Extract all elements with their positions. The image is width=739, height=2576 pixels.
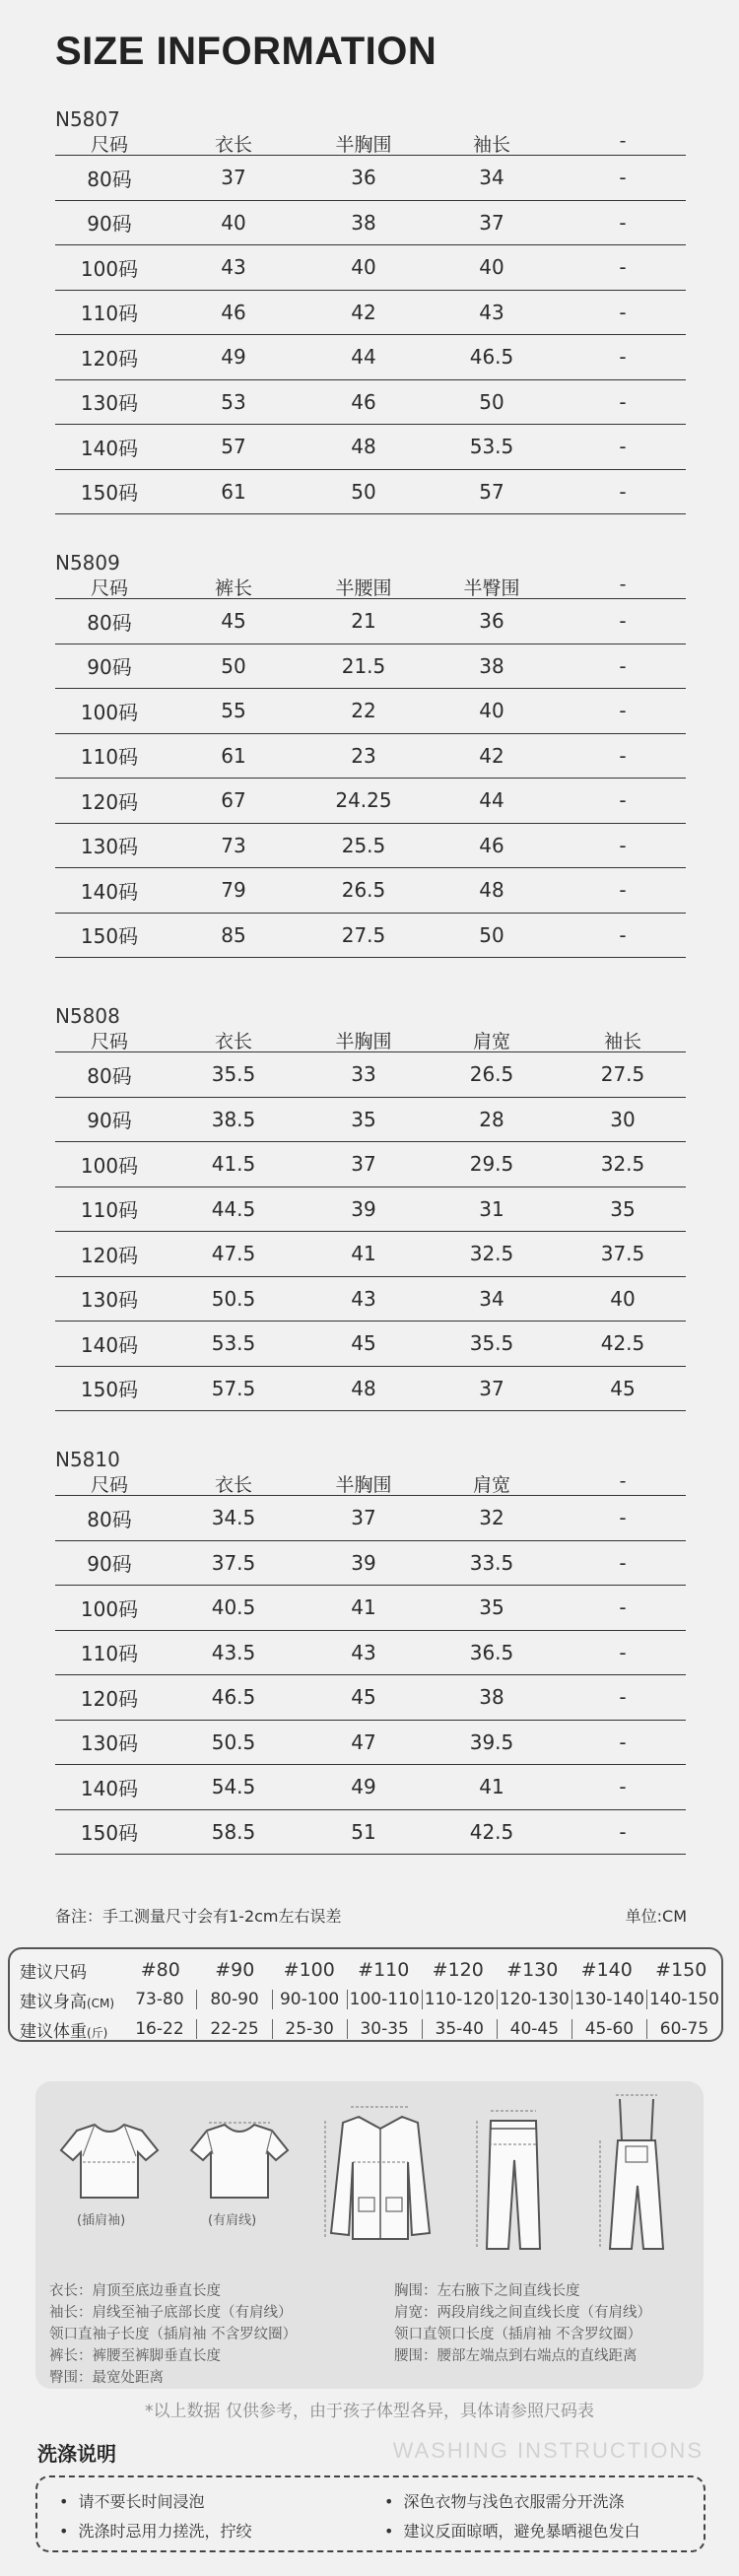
value-cell: 39 — [351, 1550, 376, 1575]
value-cell: 43 — [351, 1286, 376, 1311]
value-cell: 35.5 — [211, 1062, 256, 1087]
value-cell: - — [619, 389, 627, 414]
value-cell: - — [619, 609, 627, 634]
washing-instructions-box — [35, 2475, 705, 2552]
value-cell: 85 — [221, 922, 246, 947]
value-cell: 54.5 — [211, 1775, 256, 1799]
value-cell: 73 — [221, 833, 246, 857]
value-cell: 57 — [479, 479, 504, 504]
size-cell: 100码 — [80, 256, 139, 281]
value-cell: 50.5 — [211, 1729, 256, 1754]
value-cell: 37.5 — [600, 1242, 645, 1266]
header-cell: 尺码 — [90, 1474, 128, 1496]
size-cell: 110码 — [80, 1198, 139, 1223]
ref-height: 100-110 — [347, 1990, 422, 2009]
value-cell: 40 — [479, 255, 504, 280]
ref-weight: 45-60 — [571, 2019, 646, 2039]
ref-weight: 22-25 — [196, 2019, 271, 2039]
size-cell: 90码 — [87, 1552, 132, 1577]
value-cell: 45 — [610, 1376, 636, 1400]
washing-item: • 深色衣物与浅色衣服需分开洗涤 — [384, 2489, 624, 2512]
value-cell: 37 — [351, 1506, 376, 1530]
table-row — [55, 914, 686, 959]
size-cell: 150码 — [80, 481, 139, 506]
value-cell: - — [619, 788, 627, 813]
table-row — [55, 734, 686, 780]
value-cell: 42 — [351, 300, 376, 324]
value-cell: 41 — [351, 1242, 376, 1266]
ref-weight-label-text: 建议体重 — [20, 2021, 87, 2042]
value-cell: 55 — [221, 699, 246, 723]
ref-weight-label — [10, 2017, 122, 2042]
ref-height: 73-80 — [135, 1990, 184, 2009]
size-cell: 150码 — [80, 924, 139, 949]
value-cell: - — [619, 1595, 627, 1620]
value-cell: 49 — [351, 1775, 376, 1799]
size-cell: 130码 — [80, 391, 139, 416]
table-row — [55, 689, 686, 734]
size-cell: 80码 — [87, 1507, 132, 1531]
ref-size: #130 — [506, 1959, 559, 1981]
table-row — [55, 1810, 686, 1856]
value-cell: - — [619, 743, 627, 768]
size-cell: 140码 — [80, 436, 139, 460]
header-cell: 尺码 — [90, 134, 128, 156]
table-header — [55, 1470, 686, 1496]
table-row — [55, 1675, 686, 1721]
unit-label: 单位:CM — [625, 1907, 687, 1926]
raglan-caption: (插肩袖) — [77, 2213, 126, 2228]
size-cell: 140码 — [80, 1776, 139, 1800]
raglan-tshirt-icon — [55, 2117, 164, 2205]
value-cell: 41 — [351, 1595, 376, 1620]
washing-item: • 洗涤时忌用力搓洗，拧绞 — [59, 2519, 251, 2542]
value-cell: 57.5 — [211, 1376, 256, 1400]
value-cell: 36 — [351, 166, 376, 190]
value-cell: - — [619, 922, 627, 947]
value-cell: 21.5 — [341, 653, 386, 678]
value-cell: 61 — [221, 479, 246, 504]
ref-size: #110 — [358, 1959, 410, 1981]
table-row — [55, 425, 686, 470]
value-cell: 41.5 — [211, 1152, 256, 1177]
value-cell: 61 — [221, 743, 246, 768]
definitions-left — [49, 2280, 297, 2389]
table-row — [55, 779, 686, 824]
value-cell: 57 — [221, 435, 246, 459]
disclaimer-text: *以上数据 仅供参考，由于孩子体型各异，具体请参照尺码表 — [145, 2402, 594, 2421]
ref-weight: 35-40 — [422, 2019, 497, 2039]
value-cell: 32 — [479, 1506, 504, 1530]
size-cell: 130码 — [80, 1288, 139, 1313]
definition: 裤长：裤腰至裤脚垂直长度 — [49, 2348, 221, 2364]
table-header — [55, 130, 686, 156]
table-row — [55, 644, 686, 690]
header-cell: - — [619, 574, 627, 595]
overalls-icon — [592, 2091, 681, 2259]
shoulder-tshirt-icon — [185, 2117, 294, 2205]
size-table-n5807 — [55, 108, 686, 514]
definitions-right — [394, 2280, 651, 2367]
value-cell: 46 — [351, 389, 376, 414]
size-table-n5809 — [55, 552, 686, 958]
value-cell: 30 — [610, 1107, 636, 1131]
value-cell: 23 — [351, 743, 376, 768]
ref-size: #140 — [580, 1959, 633, 1981]
ref-size: #90 — [215, 1959, 255, 1981]
size-cell: 120码 — [80, 1243, 139, 1267]
measurement-note: 备注：手工测量尺寸会有1-2cm左右误差 — [55, 1907, 342, 1926]
value-cell: 47.5 — [211, 1242, 256, 1266]
value-cell: 48 — [351, 435, 376, 459]
ref-size-row — [10, 1955, 721, 1985]
value-cell: 48 — [351, 1376, 376, 1400]
value-cell: 32.5 — [469, 1242, 514, 1266]
size-cell: 140码 — [80, 1332, 139, 1357]
header-cell: 半胸围 — [335, 1031, 392, 1052]
ref-weight: 30-35 — [347, 2019, 422, 2039]
table-header — [55, 1027, 686, 1052]
ref-height: 110-120 — [422, 1990, 497, 2009]
size-cell: 140码 — [80, 879, 139, 904]
jacket-icon — [321, 2103, 439, 2251]
table-row — [55, 1277, 686, 1322]
value-cell: 44 — [479, 788, 504, 813]
value-cell: - — [619, 345, 627, 370]
header-cell: 肩宽 — [472, 1031, 510, 1052]
size-cell: 100码 — [80, 1153, 139, 1178]
definition: 领口直袖子长度（插肩袖 不含罗纹圈） — [49, 2327, 298, 2342]
table-row — [55, 335, 686, 380]
value-cell: 34 — [479, 166, 504, 190]
value-cell: - — [619, 1819, 627, 1844]
definition: 肩宽：两段肩线之间直线长度（有肩线） — [394, 2305, 651, 2321]
table-row — [55, 1367, 686, 1412]
ref-height-row — [10, 1985, 721, 2014]
header-cell: 裤长 — [214, 577, 252, 599]
value-cell: 49 — [221, 345, 246, 370]
value-cell: 26.5 — [341, 878, 386, 903]
value-cell: - — [619, 479, 627, 504]
pants-icon — [469, 2101, 558, 2259]
value-cell: - — [619, 1685, 627, 1710]
definition: 臀围：最宽处距离 — [49, 2370, 164, 2386]
ref-weight: 40-45 — [497, 2019, 571, 2039]
size-cell: 90码 — [87, 212, 132, 237]
value-cell: 51 — [351, 1819, 376, 1844]
value-cell: 50 — [221, 653, 246, 678]
value-cell: 45 — [351, 1331, 376, 1356]
value-cell: 50 — [479, 922, 504, 947]
table-header — [55, 574, 686, 599]
size-cell: 80码 — [87, 610, 132, 635]
value-cell: 38 — [479, 1685, 504, 1710]
size-cell: 90码 — [87, 655, 132, 680]
value-cell: 53.5 — [211, 1331, 256, 1356]
value-cell: 29.5 — [469, 1152, 514, 1177]
header-cell: 衣长 — [214, 1474, 252, 1496]
value-cell: 46.5 — [211, 1685, 256, 1710]
value-cell: 35.5 — [469, 1331, 514, 1356]
ref-size: #80 — [140, 1959, 180, 1981]
value-cell: - — [619, 1775, 627, 1799]
value-cell: 46.5 — [469, 345, 514, 370]
value-cell: 45 — [351, 1685, 376, 1710]
header-cell: 半腰围 — [335, 577, 392, 599]
size-cell: 100码 — [80, 1596, 139, 1621]
header-cell: 袖长 — [603, 1031, 641, 1052]
value-cell: 53.5 — [469, 435, 514, 459]
header-cell: 半胸围 — [335, 1474, 392, 1496]
ref-size: #120 — [432, 1959, 484, 1981]
table-row — [55, 868, 686, 914]
size-cell: 80码 — [87, 1063, 132, 1088]
header-cell: 尺码 — [90, 1031, 128, 1052]
table-row — [55, 291, 686, 336]
ref-size: #100 — [283, 1959, 335, 1981]
table-row — [55, 1721, 686, 1766]
value-cell: 43 — [479, 300, 504, 324]
table-row — [55, 245, 686, 291]
ref-weight: 25-30 — [272, 2019, 347, 2039]
value-cell: 38 — [479, 653, 504, 678]
value-cell: 53 — [221, 389, 246, 414]
table-row — [55, 1765, 686, 1810]
shoulder-caption: (有肩线) — [208, 2213, 257, 2228]
size-cell: 120码 — [80, 1686, 139, 1711]
value-cell: - — [619, 300, 627, 324]
definition: 领口直领口长度（插肩袖 不含罗纹圈） — [394, 2327, 642, 2342]
value-cell: - — [619, 878, 627, 903]
ref-weight-unit: (斤) — [87, 2025, 108, 2040]
value-cell: 33.5 — [469, 1550, 514, 1575]
value-cell: 47 — [351, 1729, 376, 1754]
value-cell: - — [619, 255, 627, 280]
model-number: N5810 — [55, 1448, 120, 1471]
size-cell: 120码 — [80, 789, 139, 814]
value-cell: 31 — [479, 1196, 504, 1221]
value-cell: 34 — [479, 1286, 504, 1311]
value-cell: 50 — [479, 389, 504, 414]
ref-weight: 60-75 — [646, 2019, 721, 2039]
ref-height-label — [10, 1988, 122, 2012]
value-cell: 40 — [221, 210, 246, 235]
value-cell: 35 — [351, 1107, 376, 1131]
measurement-guide-panel — [35, 2081, 704, 2389]
definition: 胸围：左右腋下之间直线长度 — [394, 2283, 580, 2299]
header-cell: 衣长 — [214, 1031, 252, 1052]
value-cell: 37 — [479, 210, 504, 235]
table-row — [55, 201, 686, 246]
size-cell: 80码 — [87, 167, 132, 191]
size-cell: 100码 — [80, 700, 139, 724]
table-row — [55, 1187, 686, 1233]
ref-height: 140-150 — [646, 1990, 721, 2009]
ref-weight-row — [10, 2014, 721, 2044]
table-row — [55, 156, 686, 201]
value-cell: 42.5 — [469, 1819, 514, 1844]
table-row — [55, 1098, 686, 1143]
value-cell: 42 — [479, 743, 504, 768]
header-cell: - — [619, 130, 627, 152]
definition: 腰围：腰部左端点到右端点的直线距离 — [394, 2348, 638, 2364]
model-number: N5807 — [55, 107, 120, 131]
size-recommendation-table — [8, 1947, 723, 2042]
value-cell: 36 — [479, 609, 504, 634]
washing-title: 洗涤说明 — [37, 2442, 116, 2466]
value-cell: 33 — [351, 1062, 376, 1087]
washing-title-en: WASHING INSTRUCTIONS — [392, 2438, 704, 2463]
value-cell: - — [619, 699, 627, 723]
table-row — [55, 1541, 686, 1587]
table-row — [55, 1232, 686, 1277]
ref-size-label: 建议尺码 — [20, 1962, 87, 1983]
value-cell: - — [619, 1550, 627, 1575]
model-number: N5808 — [55, 1004, 120, 1028]
table-row — [55, 1586, 686, 1631]
value-cell: - — [619, 653, 627, 678]
value-cell: 44 — [351, 345, 376, 370]
ref-size: #150 — [655, 1959, 707, 1981]
value-cell: 41 — [479, 1775, 504, 1799]
value-cell: 67 — [221, 788, 246, 813]
size-cell: 110码 — [80, 745, 139, 770]
value-cell: 44.5 — [211, 1196, 256, 1221]
table-row — [55, 1052, 686, 1098]
header-cell: 衣长 — [214, 134, 252, 156]
value-cell: 43 — [351, 1640, 376, 1664]
value-cell: 24.25 — [335, 788, 392, 813]
value-cell: 38 — [351, 210, 376, 235]
value-cell: 58.5 — [211, 1819, 256, 1844]
value-cell: 40 — [351, 255, 376, 280]
value-cell: 79 — [221, 878, 246, 903]
size-cell: 150码 — [80, 1821, 139, 1846]
value-cell: 46 — [479, 833, 504, 857]
table-row — [55, 1322, 686, 1367]
value-cell: 39.5 — [469, 1729, 514, 1754]
value-cell: 27.5 — [341, 922, 386, 947]
value-cell: 50.5 — [211, 1286, 256, 1311]
header-cell: 半臀围 — [463, 577, 520, 599]
value-cell: 45 — [221, 609, 246, 634]
page-title: SIZE INFORMATION — [55, 30, 437, 73]
size-cell: 110码 — [80, 1642, 139, 1666]
value-cell: 40 — [479, 699, 504, 723]
washing-item: • 建议反面晾晒，避免暴晒褪色发白 — [384, 2519, 639, 2542]
value-cell: - — [619, 1506, 627, 1530]
value-cell: 38.5 — [211, 1107, 256, 1131]
ref-height: 90-100 — [272, 1990, 347, 2009]
value-cell: 37 — [479, 1376, 504, 1400]
value-cell: 34.5 — [211, 1506, 256, 1530]
value-cell: - — [619, 833, 627, 857]
value-cell: 37 — [351, 1152, 376, 1177]
value-cell: - — [619, 1729, 627, 1754]
header-cell: 尺码 — [90, 577, 128, 599]
size-table-n5808 — [55, 1005, 686, 1411]
size-cell: 120码 — [80, 346, 139, 371]
size-cell: 130码 — [80, 1731, 139, 1756]
table-row — [55, 1496, 686, 1541]
value-cell: 39 — [351, 1196, 376, 1221]
value-cell: 37 — [221, 166, 246, 190]
model-number: N5809 — [55, 551, 120, 575]
ref-height: 120-130 — [497, 1990, 571, 2009]
table-row — [55, 1142, 686, 1187]
header-cell: 半胸围 — [335, 134, 392, 156]
size-cell: 150码 — [80, 1378, 139, 1402]
value-cell: 50 — [351, 479, 376, 504]
size-table-n5810 — [55, 1449, 686, 1855]
ref-height: 80-90 — [196, 1990, 271, 2009]
value-cell: - — [619, 1640, 627, 1664]
value-cell: 40.5 — [211, 1595, 256, 1620]
value-cell: 42.5 — [600, 1331, 645, 1356]
value-cell: 27.5 — [600, 1062, 645, 1087]
table-row — [55, 380, 686, 426]
ref-height-unit: (CM) — [87, 1996, 115, 2010]
value-cell: 28 — [479, 1107, 504, 1131]
value-cell: - — [619, 435, 627, 459]
definition: 袖长：肩线至袖子底部长度（有肩线） — [49, 2305, 293, 2321]
value-cell: - — [619, 166, 627, 190]
header-cell: 袖长 — [472, 134, 510, 156]
size-cell: 90码 — [87, 1109, 132, 1133]
table-row — [55, 470, 686, 515]
value-cell: 36.5 — [469, 1640, 514, 1664]
value-cell: 21 — [351, 609, 376, 634]
table-row — [55, 824, 686, 869]
value-cell: 43.5 — [211, 1640, 256, 1664]
size-cell: 130码 — [80, 835, 139, 859]
value-cell: 48 — [479, 878, 504, 903]
value-cell: 35 — [610, 1196, 636, 1221]
size-cell: 110码 — [80, 302, 139, 326]
value-cell: 40 — [610, 1286, 636, 1311]
header-cell: - — [619, 1470, 627, 1492]
value-cell: 35 — [479, 1595, 504, 1620]
value-cell: 37.5 — [211, 1550, 256, 1575]
value-cell: 25.5 — [341, 833, 386, 857]
value-cell: 46 — [221, 300, 246, 324]
value-cell: 32.5 — [600, 1152, 645, 1177]
ref-height: 130-140 — [571, 1990, 646, 2009]
ref-height-label-text: 建议身高 — [20, 1992, 87, 2012]
table-row — [55, 599, 686, 644]
value-cell: 43 — [221, 255, 246, 280]
washing-item: • 请不要长时间浸泡 — [59, 2489, 204, 2512]
ref-weight: 16-22 — [135, 2019, 184, 2039]
header-cell: 肩宽 — [472, 1474, 510, 1496]
value-cell: 22 — [351, 699, 376, 723]
value-cell: 26.5 — [469, 1062, 514, 1087]
value-cell: - — [619, 210, 627, 235]
definition: 衣长：肩顶至底边垂直长度 — [49, 2283, 221, 2299]
table-row — [55, 1631, 686, 1676]
